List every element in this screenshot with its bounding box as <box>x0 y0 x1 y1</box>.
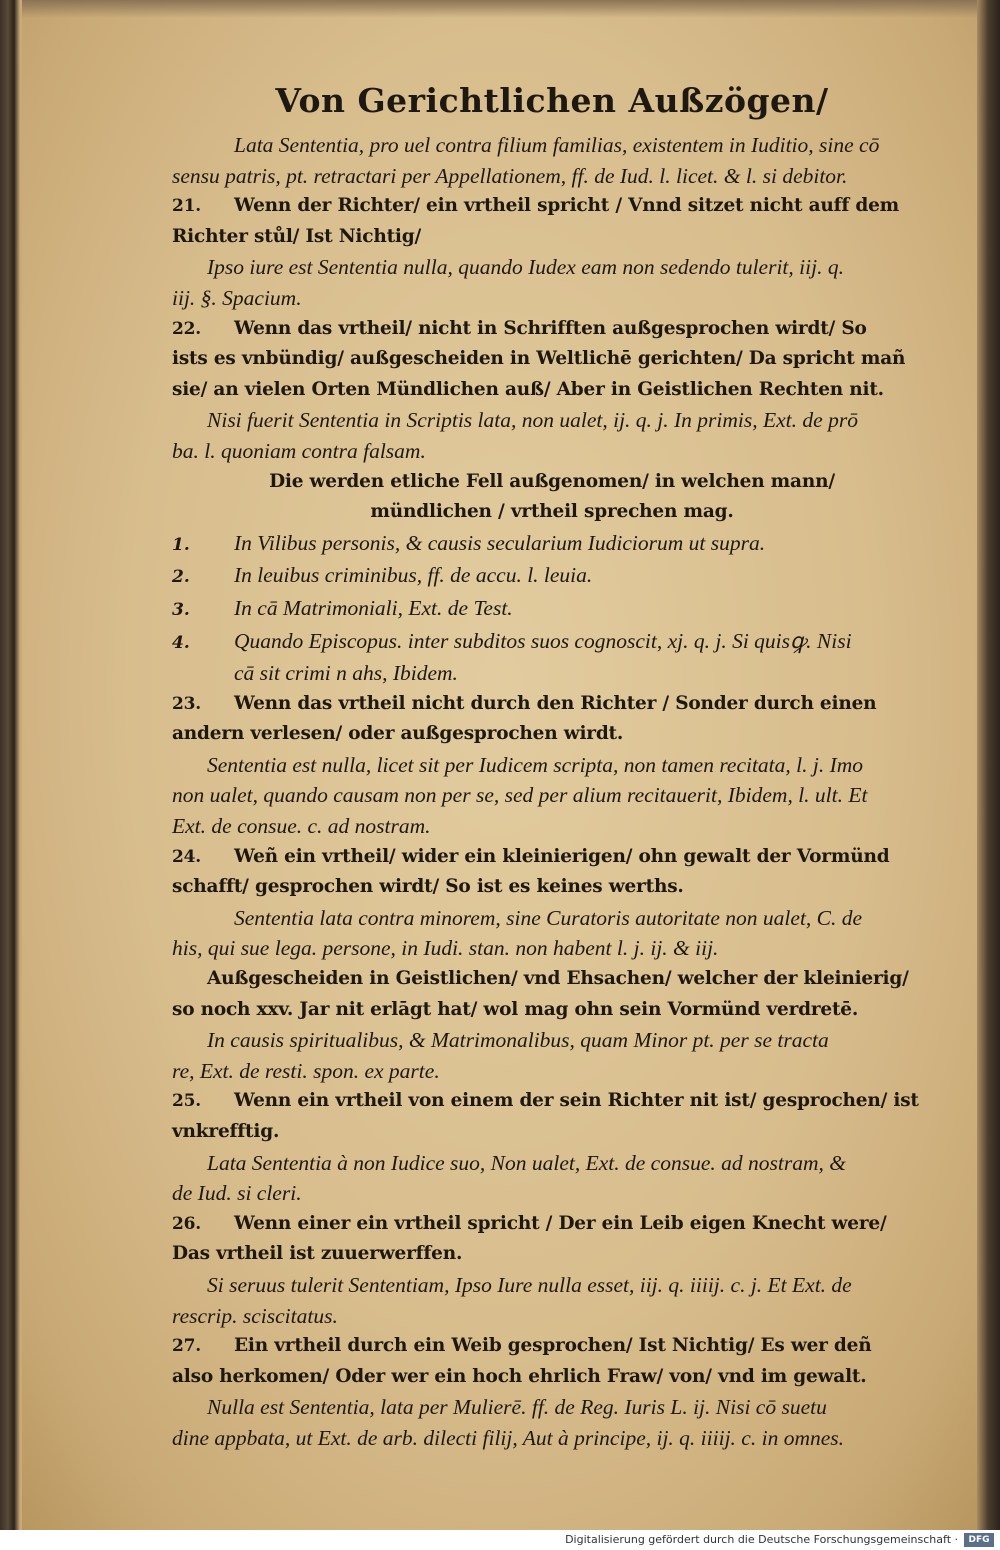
text-line <box>172 1178 932 1209</box>
line-text: Das vrtheil ist zuuerwerffen. <box>172 1243 463 1265</box>
line-text: Ext. de consue. c. ad nostram. <box>172 814 431 839</box>
item-number: 25. <box>172 1091 201 1112</box>
text-line <box>172 1331 932 1362</box>
page-heading: Von Gerichtlichen Außzögen/ <box>275 81 829 120</box>
line-text: Richter stůl/ Ist Nichtig/ <box>172 225 422 247</box>
text-line <box>172 1301 932 1332</box>
line-text: Wenn das vrtheil/ nicht in Schrifften außgesprochen wirdt/ So <box>234 317 867 339</box>
line-text: re, Ext. de resti. spon. ex parte. <box>172 1058 440 1083</box>
text-line <box>172 658 932 689</box>
item-number: 27. <box>172 1336 201 1357</box>
text-line <box>172 1362 932 1393</box>
line-text: In leuibus criminibus, ff. de accu. l. leuia. <box>234 563 593 588</box>
text-line <box>172 933 932 964</box>
line-text: ba. l. quoniam contra falsam. <box>172 438 426 463</box>
line-text: cā sit crimi n ahs, Ibidem. <box>234 661 458 686</box>
item-number: 23. <box>172 693 201 714</box>
text-line <box>172 1423 932 1454</box>
item-number: 3. <box>172 599 190 620</box>
item-number: 26. <box>172 1213 201 1234</box>
text-line <box>172 222 932 253</box>
text-line <box>172 811 932 842</box>
text-line <box>172 344 932 375</box>
page-text <box>172 78 932 1454</box>
text-line <box>172 719 932 750</box>
text-line <box>172 903 932 934</box>
text-line <box>172 780 932 811</box>
line-text: Nulla est Sententia, lata per Mulierē. ff. de Reg. Iuris L. ij. Nisi cō suetu <box>207 1395 827 1420</box>
line-text: Lata Sententia, pro uel contra filium familias, existentem in Iuditio, sine cō <box>234 133 880 157</box>
text-line <box>172 252 932 283</box>
line-text: Die werden etliche Fell außgenomen/ in welchen mann/ <box>269 470 835 492</box>
text-line <box>172 1270 932 1301</box>
text-line <box>172 467 932 498</box>
text-line <box>172 528 932 561</box>
item-number: 2. <box>172 567 190 588</box>
line-text: In causis spiritualibus, & Matrimonalibus, quam Minor pt. per se tracta <box>207 1028 829 1053</box>
item-number: 1. <box>172 534 190 555</box>
line-text: de Iud. si cleri. <box>172 1181 302 1206</box>
line-text: Sententia lata contra minorem, sine Curatoris autoritate non ualet, C. de <box>234 905 863 930</box>
line-text: schafft/ gesprochen wirdt/ So ist es keines werths. <box>172 876 684 898</box>
text-line <box>172 750 932 781</box>
line-text: Si seruus tulerit Sententiam, Ipso Iure nulla esset, iij. q. iiiij. c. j. Et Ext. de <box>207 1272 852 1297</box>
text-line <box>172 1148 932 1179</box>
line-text: Lata Sententia à non Iudice suo, Non ualet, Ext. de consue. ad nostram, & <box>207 1150 846 1175</box>
line-text: Wenn der Richter/ ein vrtheil spricht / Vnnd sitzet nicht auff dem <box>234 195 900 217</box>
line-text: andern verlesen/ oder außgesprochen wirdt. <box>172 723 624 745</box>
text-line <box>172 995 932 1026</box>
text-line <box>172 1056 932 1087</box>
line-text: Wenn einer ein vrtheil spricht / Der ein Leib eigen Knecht were/ <box>234 1212 887 1234</box>
page-edge-shadow <box>22 0 977 18</box>
text-line <box>172 1117 932 1148</box>
line-text: In cā Matrimoniali, Ext. de Test. <box>234 595 513 620</box>
line-text: dine appbata, ut Ext. de arb. dilecti filij, Aut à principe, ij. q. iiiij. c. in omnes. <box>172 1425 845 1450</box>
text-line <box>172 436 932 467</box>
item-number: 24. <box>172 846 201 867</box>
line-text: also herkomen/ Oder wer ein hoch ehrlich Fraw/ von/ vnd im gewalt. <box>172 1365 867 1387</box>
line-text: Außgescheiden in Geistlichen/ vnd Ehsachen/ welcher der kleinierig/ <box>207 968 909 990</box>
text-line <box>172 191 932 222</box>
item-number: 21. <box>172 196 201 217</box>
text-line <box>172 130 932 161</box>
line-text: Nisi fuerit Sententia in Scriptis lata, non ualet, ij. q. j. In primis, Ext. de prō <box>207 408 858 433</box>
text-line <box>172 161 932 192</box>
item-number: 22. <box>172 318 201 339</box>
footer-credit: Digitalisierung gefördert durch die Deutsche Forschungsgemeinschaft · <box>565 1533 958 1546</box>
dfg-logo: DFG <box>964 1533 994 1547</box>
line-text: Quando Episcopus. inter subditos suos cognoscit, xj. q. j. Si quisꝙ. Nisi <box>234 628 852 653</box>
line-text: sensu patris, pt. retractari per Appellationem, ff. de Iud. l. licet. & l. si debitor. <box>172 163 848 188</box>
text-line <box>172 689 932 720</box>
text-line <box>172 1209 932 1240</box>
text-line <box>172 375 932 406</box>
text-line <box>172 1392 932 1423</box>
line-text: Ein vrtheil durch ein Weib gesprochen/ Ist Nichtig/ Es wer deñ <box>234 1335 872 1357</box>
line-text: ists es vnbündig/ außgescheiden in Weltlichē gerichten/ Da spricht mañ <box>172 348 906 370</box>
text-line <box>172 283 932 314</box>
text-line <box>172 842 932 873</box>
item-number: 4. <box>172 632 190 653</box>
line-text: his, qui sue lega. persone, in Iudi. stan. non habent l. j. ij. & iij. <box>172 936 719 961</box>
text-line <box>172 560 932 593</box>
line-text: Wenn ein vrtheil von einem der sein Richter nit ist/ gesprochen/ ist <box>234 1090 919 1112</box>
line-text: sie/ an vielen Orten Mündlichen auß/ Aber in Geistlichen Rechten nit. <box>172 378 884 400</box>
text-line <box>172 1025 932 1056</box>
text-line <box>172 405 932 436</box>
text-line <box>172 1239 932 1270</box>
line-text: Wenn das vrtheil nicht durch den Richter / Sonder durch einen <box>234 692 877 714</box>
text-line <box>172 593 932 626</box>
text-line <box>172 872 932 903</box>
text-line <box>172 626 932 659</box>
text-lines <box>172 130 932 1454</box>
line-text: Weñ ein vrtheil/ wider ein kleinierigen/ ohn gewalt der Vormünd <box>234 845 890 867</box>
line-text: so noch xxv. Jar nit erlāgt hat/ wol mag ohn sein Vormünd verdretē. <box>172 998 859 1020</box>
line-text: vnkrefftig. <box>172 1121 280 1142</box>
line-text: mündlichen / vrtheil sprechen mag. <box>370 501 734 523</box>
line-text: In Vilibus personis, & causis secularium Iudiciorum ut supra. <box>234 530 766 555</box>
line-text: iij. §. Spacium. <box>172 285 302 310</box>
line-text: non ualet, quando causam non per se, sed per alium recitauerit, Ibidem, l. ult. Et <box>172 783 868 808</box>
digitization-footer <box>0 1530 1000 1550</box>
text-line <box>172 314 932 345</box>
text-line <box>172 497 932 528</box>
text-line <box>172 1086 932 1117</box>
text-line <box>172 964 932 995</box>
line-text: Ipso iure est Sententia nulla, quando Iudex eam non sedendo tulerit, iij. q. <box>207 255 844 280</box>
line-text: rescrip. sciscitatus. <box>172 1303 338 1328</box>
line-text: Sententia est nulla, licet sit per Iudicem scripta, non tamen recitata, l. j. Imo <box>207 752 864 777</box>
